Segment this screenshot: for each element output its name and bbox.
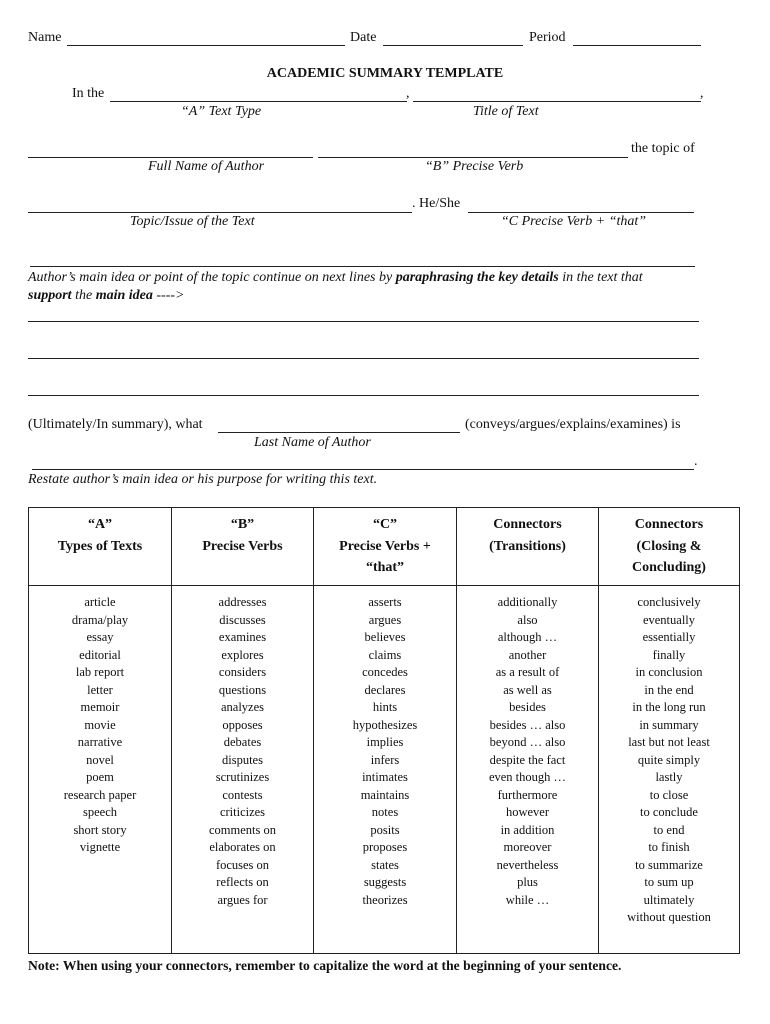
column-header (172, 508, 313, 586)
header-line: Types of Texts (57, 538, 143, 554)
list-item: scrutinizes (215, 770, 270, 784)
list-item: comments on (208, 822, 276, 837)
list-item: as well as (503, 682, 552, 697)
list-item: nevertheless (496, 857, 559, 872)
b-verb-field[interactable] (318, 157, 628, 158)
list-item: to finish (648, 840, 690, 854)
column-header (599, 508, 739, 586)
list-item: eventually (642, 612, 696, 627)
table-column-c-verbs (314, 508, 457, 953)
list-item: notes (371, 805, 399, 819)
period-field[interactable] (573, 45, 701, 46)
column-items (457, 594, 598, 909)
column-header (457, 508, 598, 586)
list-item: research paper (63, 787, 137, 802)
list-item: also (517, 612, 538, 627)
comma-2: , (700, 86, 704, 101)
caption-c-verb: “C Precise Verb + “that” (501, 214, 647, 229)
list-item: ultimately (643, 892, 695, 907)
list-item: theorizes (362, 892, 408, 907)
list-item: states (371, 857, 399, 872)
list-item: debates (223, 735, 262, 749)
period-label: Period (529, 30, 566, 45)
instr-part6: main idea (95, 288, 153, 303)
list-item: as a result of (495, 665, 560, 679)
c-verb-field[interactable] (468, 212, 694, 213)
list-item: drama/play (71, 612, 129, 627)
list-item: additionally (497, 595, 558, 609)
restate-instructions: Restate author’s main idea or his purpose for writing this text. (28, 472, 378, 487)
instr-part1: Author’s main idea or point of the topic continue on next lines by (28, 270, 396, 285)
list-item: last but not least (628, 735, 710, 749)
name-label: Name (28, 30, 62, 45)
instr-part5: the (71, 288, 96, 303)
list-item: quite simply (637, 752, 701, 767)
footer-note: Note: When using your connectors, remember to capitalize the word at the beginning of your sentence. (28, 958, 622, 973)
list-item: discusses (219, 612, 266, 627)
topic-of-text: the topic of (631, 141, 695, 156)
restate-line[interactable] (32, 469, 694, 470)
main-idea-instructions-line2 (28, 288, 184, 304)
list-item: examines (218, 630, 267, 644)
list-item: in summary (639, 717, 699, 732)
he-she-text: . He/She (412, 196, 461, 211)
column-header (29, 508, 171, 586)
list-item: concedes (362, 665, 408, 679)
list-item: short story (73, 822, 127, 837)
list-item: in conclusion (635, 665, 703, 679)
list-item: to sum up (644, 875, 694, 889)
main-idea-line[interactable] (30, 266, 695, 267)
date-label: Date (350, 30, 377, 45)
list-item: intimates (362, 770, 408, 784)
header-line: Connectors (493, 517, 562, 532)
page-title: ACADEMIC SUMMARY TEMPLATE (266, 66, 504, 81)
list-item: speech (82, 805, 117, 819)
table-column-closing (599, 508, 739, 953)
column-items (314, 594, 456, 909)
list-item: explores (221, 647, 264, 662)
list-item: argues (368, 612, 402, 627)
restate-period: . (694, 454, 698, 469)
reference-table (28, 507, 740, 954)
table-column-transitions (457, 508, 599, 953)
list-item: lab report (75, 665, 125, 679)
list-item: maintains (360, 787, 410, 802)
list-item: claims (368, 647, 402, 662)
list-item: opposes (222, 717, 263, 732)
list-item: although … (497, 630, 558, 644)
instr-part2: paraphrasing the key details (395, 270, 559, 285)
instr-part7: ----> (152, 288, 185, 303)
list-item: addresses (218, 595, 267, 609)
table-column-types (29, 508, 172, 953)
list-item: despite the fact (489, 752, 566, 767)
list-item: editorial (79, 647, 121, 662)
list-item: conclusively (637, 595, 701, 609)
list-item: vignette (79, 840, 121, 854)
list-item: novel (86, 752, 114, 767)
list-item: hypothesizes (352, 717, 418, 732)
header-line: (Transitions) (489, 538, 566, 554)
list-item: however (505, 805, 550, 819)
list-item: criticizes (219, 805, 266, 819)
table-column-b-verbs (172, 508, 314, 953)
list-item: another (508, 647, 547, 662)
header-line: Connectors (634, 517, 704, 532)
header-line: Precise Verbs + (339, 538, 431, 554)
list-item: to summarize (635, 857, 703, 872)
list-item: infers (370, 752, 400, 767)
topic-field[interactable] (28, 212, 412, 213)
column-items (599, 594, 739, 927)
text-type-field[interactable] (110, 101, 407, 102)
instr-part4: support (28, 288, 72, 303)
list-item: asserts (368, 595, 402, 609)
list-item: questions (218, 682, 267, 697)
name-field[interactable] (67, 45, 345, 46)
instr-part3: in the text that (558, 270, 643, 285)
last-name-field[interactable] (218, 432, 460, 433)
list-item: plus (517, 875, 538, 889)
writing-line-2[interactable] (28, 358, 699, 359)
caption-author: Full Name of Author (148, 159, 265, 174)
list-item: letter (87, 682, 113, 697)
list-item: movie (84, 717, 116, 732)
list-item: hints (372, 700, 398, 714)
caption-title: Title of Text (473, 104, 539, 119)
caption-topic: Topic/Issue of the Text (130, 214, 255, 229)
writing-line-3[interactable] (28, 395, 699, 396)
list-item: believes (364, 630, 406, 644)
list-item: analyzes (220, 700, 265, 714)
list-item: while … (505, 892, 550, 907)
main-idea-instructions-line1 (28, 270, 643, 286)
list-item: contests (222, 787, 263, 802)
list-item: proposes (362, 840, 408, 854)
header-line: Concluding) (632, 560, 706, 575)
header-line: “B” (230, 517, 255, 532)
list-item: to conclude (640, 805, 698, 819)
list-item: essentially (642, 630, 696, 644)
list-item: reflects on (216, 875, 269, 889)
list-item: even though … (488, 770, 567, 784)
caption-last-name: Last Name of Author (254, 435, 371, 450)
list-item: narrative (77, 735, 123, 749)
list-item: elaborates on (209, 840, 276, 854)
list-item: implies (366, 735, 404, 749)
header-line: “A” (87, 517, 113, 532)
writing-line-1[interactable] (28, 321, 699, 322)
author-field[interactable] (28, 157, 313, 158)
date-field[interactable] (383, 45, 523, 46)
list-item: memoir (80, 700, 120, 714)
list-item: besides … also (489, 717, 566, 732)
caption-b-verb: “B” Precise Verb (425, 159, 524, 174)
list-item: furthermore (497, 787, 558, 802)
ultimately-suffix: (conveys/argues/explains/examines) is (465, 417, 681, 432)
list-item: declares (364, 682, 406, 697)
header-line: “C” (372, 517, 398, 532)
caption-text-type: “A” Text Type (181, 104, 262, 119)
list-item: finally (652, 647, 686, 662)
header-line: Precise Verbs (202, 538, 283, 554)
title-field[interactable] (413, 101, 701, 102)
list-item: lastly (655, 770, 683, 784)
list-item: argues for (217, 892, 268, 907)
list-item: in the long run (632, 700, 706, 714)
list-item: considers (218, 665, 267, 679)
list-item: in addition (500, 822, 555, 837)
list-item: without question (627, 910, 711, 924)
list-item: moreover (503, 840, 552, 854)
list-item: to close (649, 787, 689, 802)
list-item: focuses on (215, 857, 270, 872)
list-item: to end (653, 822, 685, 837)
list-item: disputes (222, 752, 263, 767)
list-item: in the end (644, 682, 694, 697)
line1-prefix: In the (72, 86, 105, 101)
list-item: essay (86, 630, 114, 644)
list-item: posits (370, 822, 400, 837)
ultimately-prefix: (Ultimately/In summary), what (28, 417, 203, 432)
list-item: beyond … also (489, 735, 566, 749)
header-line: “that” (365, 560, 405, 575)
comma-1: , (406, 86, 410, 101)
column-items (172, 594, 313, 909)
list-item: article (84, 595, 116, 609)
list-item: suggests (363, 875, 407, 889)
column-header (314, 508, 456, 586)
list-item: besides (509, 700, 546, 714)
column-items (29, 594, 171, 857)
list-item: poem (86, 770, 114, 784)
header-line: (Closing & (636, 538, 702, 554)
